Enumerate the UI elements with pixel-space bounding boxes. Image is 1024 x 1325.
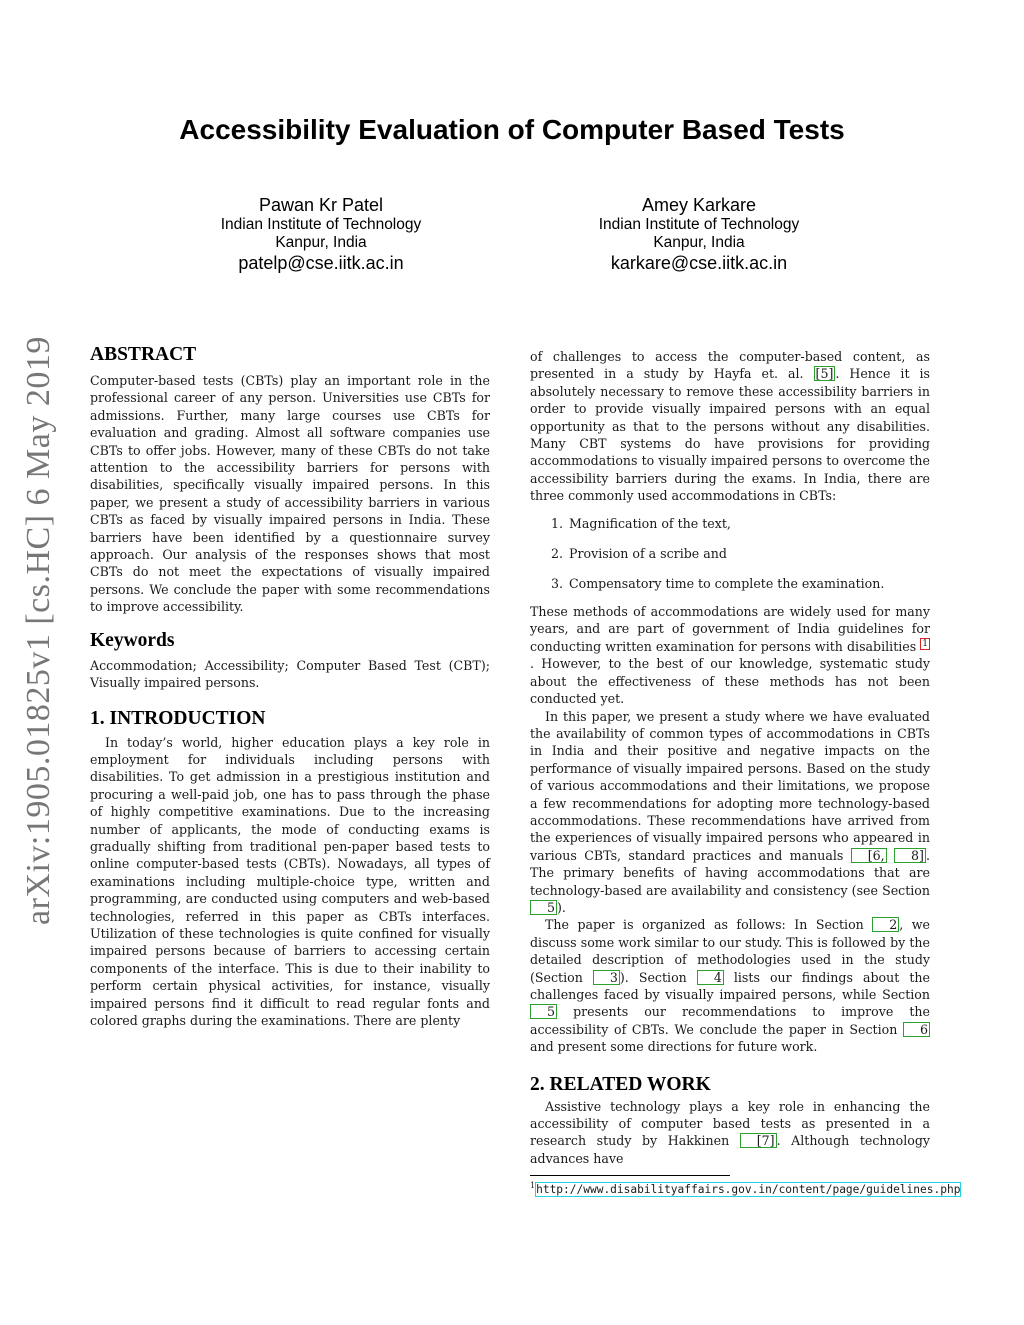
list-item: 2. Provision of a scribe and — [567, 545, 930, 562]
footnote-divider — [530, 1175, 730, 1176]
author-email: karkare@cse.iitk.ac.in — [610, 253, 788, 273]
accommodations-list — [530, 515, 930, 593]
list-item: 1. Magnification of the text, — [567, 515, 930, 532]
abstract-heading: ABSTRACT — [90, 344, 197, 365]
organization-paragraph: The paper is organized as follows: In Section 2 , we discuss some work similar to our study. This is followed by the detailed description of methodologies used in the study (Section 3 ). Section 4 lists our findings about the challenges faced by visually impaired persons, while Section 5 presents our recommendations to improve the accessibility of CBTs. We conclude the paper in Section 6 and present some directions for future work. — [530, 917, 930, 1055]
section-link[interactable]: 3 — [593, 970, 620, 985]
section-link[interactable]: 4 — [697, 970, 724, 985]
study-paragraph: In this paper, we present a study where we have evaluated the availability of common types of accommodations in CBTs in India and their positive and negative impacts on the performance of visually impaired persons. Based on the study of various accommodations and their limitations, we propose a few recommendations for adopting more technology-based accommodations. These recommendations have arrived from the experiences of visually impaired persons who appeared in various CBTs, standard practices and manuals [6, 8] . The primary benefits of having accommodations that are technology-based are availability and consistency (see Section 5 ). — [530, 708, 930, 915]
abstract-text: Computer-based tests (CBTs) play an important role in the professional career of any person. Universities use CBTs for admissions. Further, many large courses use CBTs for evaluation and grading. Almost all software companies use CBTs to offer jobs. However, many of these CBTs do not take attention to the accessibility barriers for persons with disabilities, specifically visually impaired persons. In this paper, we present a study of accessibility barriers in various CBTs as faced by visually impaired persons in India. These barriers have been identified by a questionnaire survey approach. Our analysis of the responses shows that most CBTs do not meet the expectations of visually impaired persons. We conclude the paper with some recommendations to improve accessibility. — [90, 373, 490, 615]
related-work-paragraph: Assistive technology plays a key role in enhancing the accessibility of computer based tests as presented in a research study by Hakkinen [7] . Although technology advances have — [530, 1098, 930, 1166]
methods-paragraph: These methods of accommodations are widely used for many years, and are part of government of India guidelines for conducting written examination for persons with disabilities 1. However, to the best of our knowledge, systematic study about the effectiveness of these methods has not been conducted yet. — [530, 603, 930, 707]
footnote-link[interactable]: 1 — [922, 638, 928, 649]
author-email: patelp@cse.iitk.ac.in — [238, 253, 404, 273]
author-affiliation: Indian Institute of Technology — [598, 216, 800, 233]
author-name: Pawan Kr Patel — [258, 195, 384, 215]
paper-title: Accessibility Evaluation of Computer Based Tests — [179, 114, 845, 145]
keywords-heading: Keywords — [90, 629, 175, 651]
citation-link[interactable]: [5] — [815, 366, 834, 382]
author-affiliation: Indian Institute of Technology — [220, 216, 422, 233]
footnote — [530, 1178, 961, 1198]
section-link[interactable]: 6 — [903, 1022, 930, 1037]
footnote-number: 1 — [530, 1181, 536, 1191]
right-column — [530, 348, 961, 1198]
citation-link[interactable]: 8] — [894, 848, 926, 863]
section-link[interactable]: 5 — [530, 900, 557, 915]
arxiv-identifier: arXiv:1905.01825v1 [cs.HC] 6 May 2019 — [20, 336, 57, 925]
challenges-paragraph: of challenges to access the computer-based content, as presented in a study by Hayfa et. al. [5] . Hence it is absolutely necessary to remove these accessibility barriers in order to provide visually impaired persons with an equal opportunity as that to the persons without any disabilities. Many CBT systems do have provisions for providing accommodations to visually impaired persons to overcome the accessibility barriers during the exams. In India, there are three commonly used accommodations in CBTs: — [530, 349, 930, 504]
keywords-text: Accommodation; Accessibility; Computer Based Test (CBT); Visually impaired persons. — [90, 657, 490, 691]
citation-link[interactable]: [7] — [740, 1133, 777, 1148]
left-column — [90, 344, 490, 1029]
author-location: Kanpur, India — [275, 234, 367, 251]
author-location: Kanpur, India — [653, 234, 745, 251]
introduction-heading: 1. INTRODUCTION — [90, 707, 266, 729]
list-item: 3. Compensatory time to complete the examination. — [567, 575, 930, 592]
citation-link[interactable]: [6, — [851, 848, 887, 863]
author-block-1 — [151, 194, 491, 274]
section-link[interactable]: 5 — [530, 1004, 557, 1019]
author-name: Amey Karkare — [641, 195, 757, 215]
introduction-paragraph: In today’s world, higher education plays a key role in employment for individuals including persons with disabilities. To get admission in a prestigious institution and procuring a well-paid job, one has to pass through the phase of highly competitive examinations. Due to the increasing number of applicants, the mode of conducting exams is gradually shifting from traditional pen-paper based tests to online computer-based tests (CBTs). Nowadays, all types of examinations including multiple-choice type, written and programming, are conducted using computers and web-based technologies, referred in this paper as CBTs interfaces. Utilization of these technologies is quite confined for visually impaired persons because of barriers to accessing certain components of the interface. This is due to their inability to perform certain physical activities, for instance, visually impaired persons find it difficult to read regular fonts and colored graphs during the examinations. There are plenty — [90, 734, 490, 1028]
section-link[interactable]: 2 — [872, 917, 899, 932]
author-block-2 — [529, 194, 869, 274]
footnote-url-link[interactable]: http://www.disabilityaffairs.gov.in/content/page/guidelines.php — [536, 1183, 961, 1197]
related-work-heading: 2. RELATED WORK — [530, 1073, 711, 1095]
